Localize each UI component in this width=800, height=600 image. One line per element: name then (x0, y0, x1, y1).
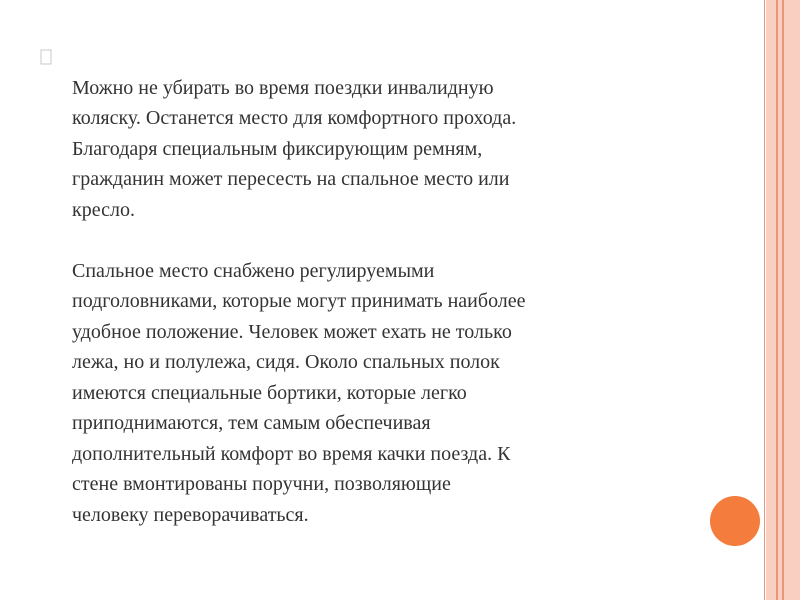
side-band-stripe (782, 0, 784, 600)
bullet-text (72, 42, 720, 561)
side-band-stripe (776, 0, 778, 600)
bullet-item (40, 42, 720, 561)
side-band-border (764, 0, 765, 600)
slide-body (40, 42, 720, 561)
paragraph-berth: Спальное место снабжено регулируемыми подголовниками, которые могут принимать наиболее удобное положение. Человек может ехать не только лежа, но и полулежа, сидя. Около спальных полок имеются специальные бортики, которые легко приподнимаются, тем самым обеспечивая дополнительный комфорт во время качки поезда. К стене вмонтированы поручни, позволяющие человеку переворачиваться. (72, 259, 526, 526)
bullet-box-icon (40, 49, 54, 65)
paragraph-wheelchair: Можно не убирать во время поездки инвалидную коляску. Останется место для комфортного прохода. Благодаря специальным фиксирующим ремням, гражданин может пересесть на спальное место или кресло. (72, 76, 517, 221)
